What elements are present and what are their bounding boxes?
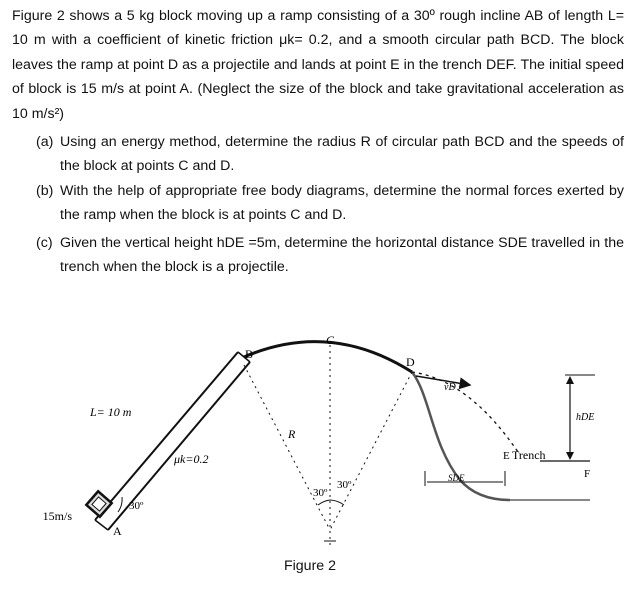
part-c-label: (c) (36, 235, 53, 251)
center-angle-arc-right (330, 500, 344, 505)
label-friction: μk=0.2 (174, 452, 209, 466)
radius-line-d (330, 372, 412, 530)
block (86, 491, 111, 516)
part-c-text: Given the vertical height hDE =5m, determine the horizontal distance SDE travelled in the trench when the block is a projectile. (60, 235, 624, 276)
part-a-text: Using an energy method, determine the radius R of circular path BCD and the speeds of the block at points C and D. (60, 134, 624, 175)
label-e: E (503, 450, 510, 462)
label-trench: Trench (512, 448, 546, 462)
label-f: F (584, 468, 591, 480)
center-angle-arc-left (318, 500, 330, 505)
vd-arrow (416, 376, 470, 385)
label-angle-right: 30º (337, 479, 352, 491)
label-angle-left: 30º (313, 487, 328, 499)
label-15ms: 15m/s (42, 509, 72, 523)
part-b-label: (b) (36, 183, 54, 199)
radius-line-b (244, 365, 330, 530)
problem-intro: Figure 2 shows a 5 kg block moving up a ramp consisting of a 30º rough incline AB of length L= 10 m with a coefficient of kinetic friction μk= 0.2, and a smooth circular path BCD. The block leaves the ramp at point D as a projectile and lands at point E in the trench DEF. The initial speed of block is 15 m/s at point A. (Neglect the size of the block and take gravitational acceleration as 10 m/s²) (12, 8, 624, 122)
label-radius: R (288, 427, 296, 441)
label-hde: hDE (576, 412, 595, 423)
label-b: B (245, 347, 254, 361)
label-d: D (406, 355, 415, 369)
incline-angle-arc (118, 497, 122, 512)
label-a: A (113, 524, 122, 538)
label-incline-angle: 30º (129, 500, 144, 512)
incline-ramp (95, 352, 250, 530)
label-vd: vD (444, 382, 456, 393)
label-length: L= 10 m (90, 405, 132, 419)
part-b-text: With the help of appropriate free body diagrams, determine the normal forces exerted by the ramp when the block is at points C and D. (60, 183, 624, 224)
label-sde: SDE (448, 473, 465, 483)
label-c: C (326, 333, 335, 347)
figure-caption: Figure 2 (283, 558, 337, 574)
part-a-label: (a) (36, 134, 54, 150)
